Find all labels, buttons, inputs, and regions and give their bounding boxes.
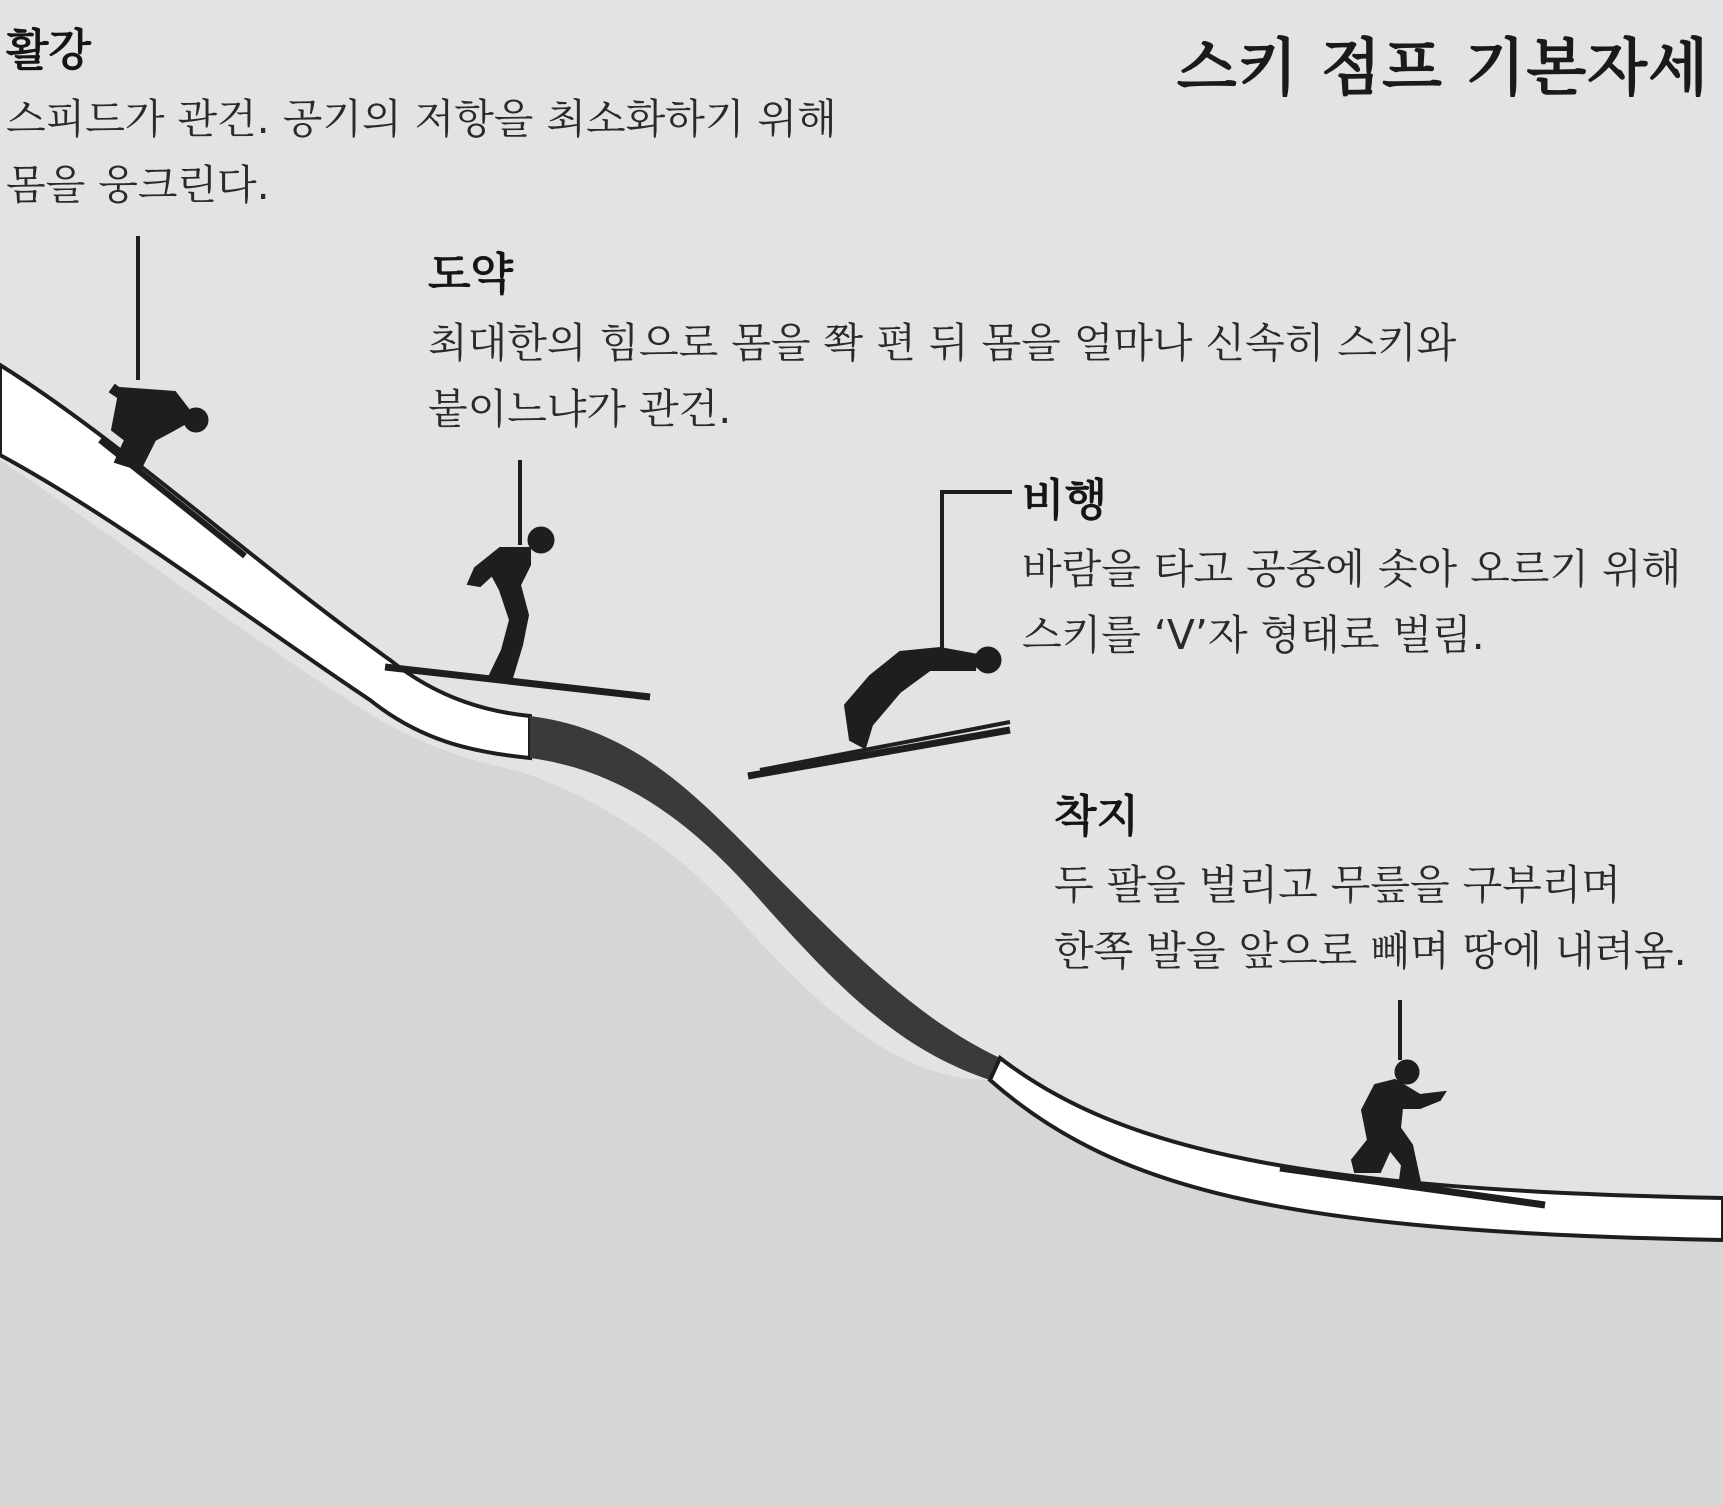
landing-heading: 착지: [1054, 791, 1140, 842]
glide-heading: 활강: [6, 25, 92, 76]
flight-pointer-line: [942, 492, 1012, 650]
takeoff-skier-figure: [385, 527, 650, 697]
flight-skier-figure: [748, 647, 1010, 776]
diagram-title: 스키 점프 기본자세: [1176, 31, 1709, 104]
glide-description: [6, 86, 837, 218]
landing-desc-line: 두 팔을 벌리고 무릎을 구부리며: [1054, 861, 1622, 909]
flight-description: [1022, 536, 1681, 668]
takeoff-heading: 도약: [428, 249, 514, 300]
flight-desc-line: 바람을 타고 공중에 솟아 오르기 위해: [1022, 545, 1682, 593]
takeoff-desc-line: 붙이느냐가 관건.: [428, 385, 732, 433]
flight-desc-line: 스키를 ‘V’자 형태로 벌림.: [1022, 611, 1485, 659]
takeoff-desc-line: 최대한의 힘으로 몸을 쫙 편 뒤 몸을 얼마나 신속히 스키와: [428, 319, 1457, 367]
takeoff-description: [428, 310, 1456, 442]
landing-description: [1054, 852, 1687, 984]
glide-desc-line: 스피드가 관건. 공기의 저항을 최소화하기 위해: [6, 95, 837, 143]
landing-desc-line: 한쪽 발을 앞으로 빼며 땅에 내려옴.: [1054, 927, 1687, 975]
glide-desc-line: 몸을 웅크린다.: [6, 161, 270, 209]
flight-heading: 비행: [1022, 475, 1108, 526]
